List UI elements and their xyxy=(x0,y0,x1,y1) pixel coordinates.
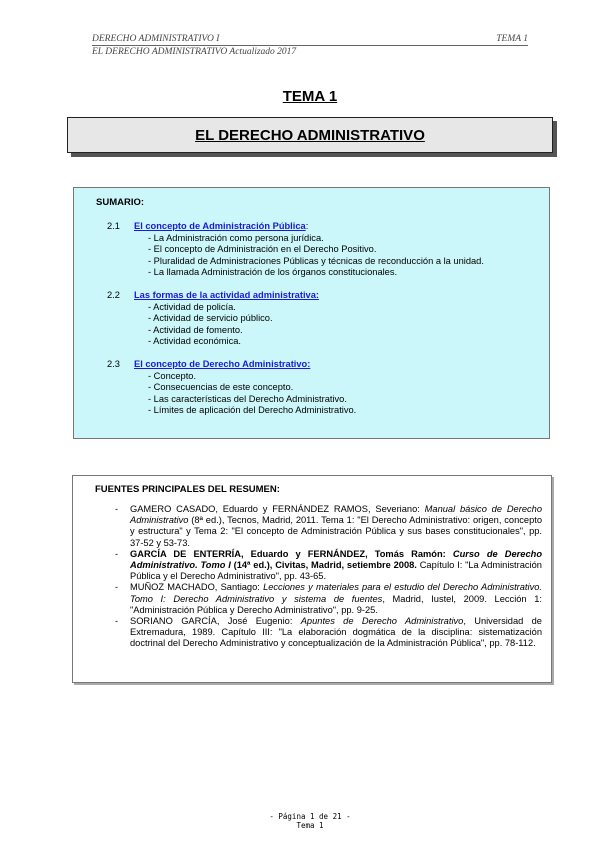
section-number: 2.1 xyxy=(107,221,120,231)
list-item: - La llamada Administración de los órganos constitucionales. xyxy=(148,267,398,277)
ref-author: GARCÍA DE ENTERRÍA, Eduardo y FERNÁNDEZ, Tomás Ramón: xyxy=(130,548,446,559)
section-link[interactable]: El concepto de Derecho Administrativo: xyxy=(134,359,311,369)
section-number: 2.3 xyxy=(107,359,120,369)
sumario-box xyxy=(73,187,550,439)
list-item: - Pluralidad de Administraciones Públicas y técnicas de reconducción a la unidad. xyxy=(148,255,484,266)
sumario-title: SUMARIO: xyxy=(96,197,145,208)
section-link[interactable]: Las formas de la actividad administrativa: xyxy=(134,290,319,300)
list-item: - Actividad de fomento. xyxy=(148,324,243,335)
header-course: DERECHO ADMINISTRATIVO I xyxy=(92,34,220,44)
reference-item xyxy=(115,504,542,549)
reference-item xyxy=(115,548,542,583)
reference-list xyxy=(115,504,542,650)
bullet-dash: - xyxy=(115,616,119,627)
tema-label: TEMA 1 xyxy=(282,88,338,105)
reference-item xyxy=(115,582,542,616)
list-item: - Consecuencias de este concepto. xyxy=(148,382,294,392)
ref-work: Apuntes de Derecho Administrativo xyxy=(300,616,464,627)
list-item: - La Administración como persona jurídica. xyxy=(148,232,324,243)
ref-author: MUÑOZ MACHADO, Santiago: xyxy=(130,582,260,593)
fuentes-box xyxy=(72,475,552,683)
ref-details: , Universidad de Extremadura, 1989. Capítulo III: "La elaboración dogmática de la disciplina: sistematización doctrinal del Derecho Administrativo y conceptualización de la Administración Pública", pp. 78-112. xyxy=(130,616,542,649)
section-link-suffix: : xyxy=(305,221,309,231)
running-header xyxy=(92,34,528,57)
bullet-dash: - xyxy=(115,548,119,559)
list-item: - Concepto. xyxy=(148,370,197,381)
ref-work: Lecciones y materiales para el estudio del Derecho Administrativo. Tomo I: Derecho Administrativo y sistema de fuentes xyxy=(130,582,542,604)
list-item: - Las características del Derecho Administrativo. xyxy=(148,393,347,404)
ref-author: GAMERO CASADO, Eduardo y FERNÁNDEZ RAMOS, Severiano: xyxy=(130,504,420,514)
page-number: - Página 1 de 21 - xyxy=(269,812,351,821)
section-link[interactable]: El concepto de Administración Pública xyxy=(134,221,306,231)
ref-details: , Madrid, Iustel, 2009. Lección 1: "Administración Pública y Derecho Administrativo", pp. 9-25. xyxy=(130,593,542,615)
header-tema: TEMA 1 xyxy=(496,34,528,44)
main-title-box xyxy=(67,117,553,153)
main-title: EL DERECHO ADMINISTRATIVO xyxy=(195,126,425,144)
ref-tail: Capítulo I: "La Administración Pública y el Derecho Administrativo", pp. 43-65. xyxy=(130,560,542,582)
list-item: - Actividad económica. xyxy=(148,336,242,346)
list-item: - El concepto de Administración en el Derecho Positivo. xyxy=(148,244,377,254)
reference-item xyxy=(115,616,542,650)
page-footer xyxy=(0,812,600,830)
ref-work: Manual básico de Derecho Administrativo xyxy=(130,504,542,526)
header-subtitle-tail: Actualizado 2017 xyxy=(229,47,297,57)
bullet-dash: - xyxy=(115,504,119,514)
header-subtitle xyxy=(92,47,528,57)
section-number: 2.2 xyxy=(107,290,120,300)
bullet-dash: - xyxy=(115,582,119,593)
fuentes-title: FUENTES PRINCIPALES DEL RESUMEN: xyxy=(95,484,280,495)
list-item: - Actividad de servicio público. xyxy=(148,313,273,323)
list-item: - Actividad de policía. xyxy=(148,301,236,312)
footer-tema: Tema 1 xyxy=(296,821,324,830)
list-item: - Límites de aplicación del Derecho Administrativo. xyxy=(148,405,357,415)
ref-author: SORIANO GARCÍA, José Eugenio: xyxy=(130,616,293,627)
ref-details: (14ª ed.), Civitas, Madrid, setiembre 2008. xyxy=(233,560,417,571)
header-subtitle-main: EL DERECHO ADMINISTRATIVO xyxy=(92,47,228,57)
ref-work: Curso de Derecho Administrativo. Tomo I xyxy=(130,548,542,571)
ref-details: (8ª ed.), Tecnos, Madrid, 2011. Tema 1: "El Derecho Administrativo: origen, concepto y estructura" y Tema 2: "El concepto de Administración Pública y sus bases constitucionales", pp. 37-52 y 53-73. xyxy=(130,515,542,548)
